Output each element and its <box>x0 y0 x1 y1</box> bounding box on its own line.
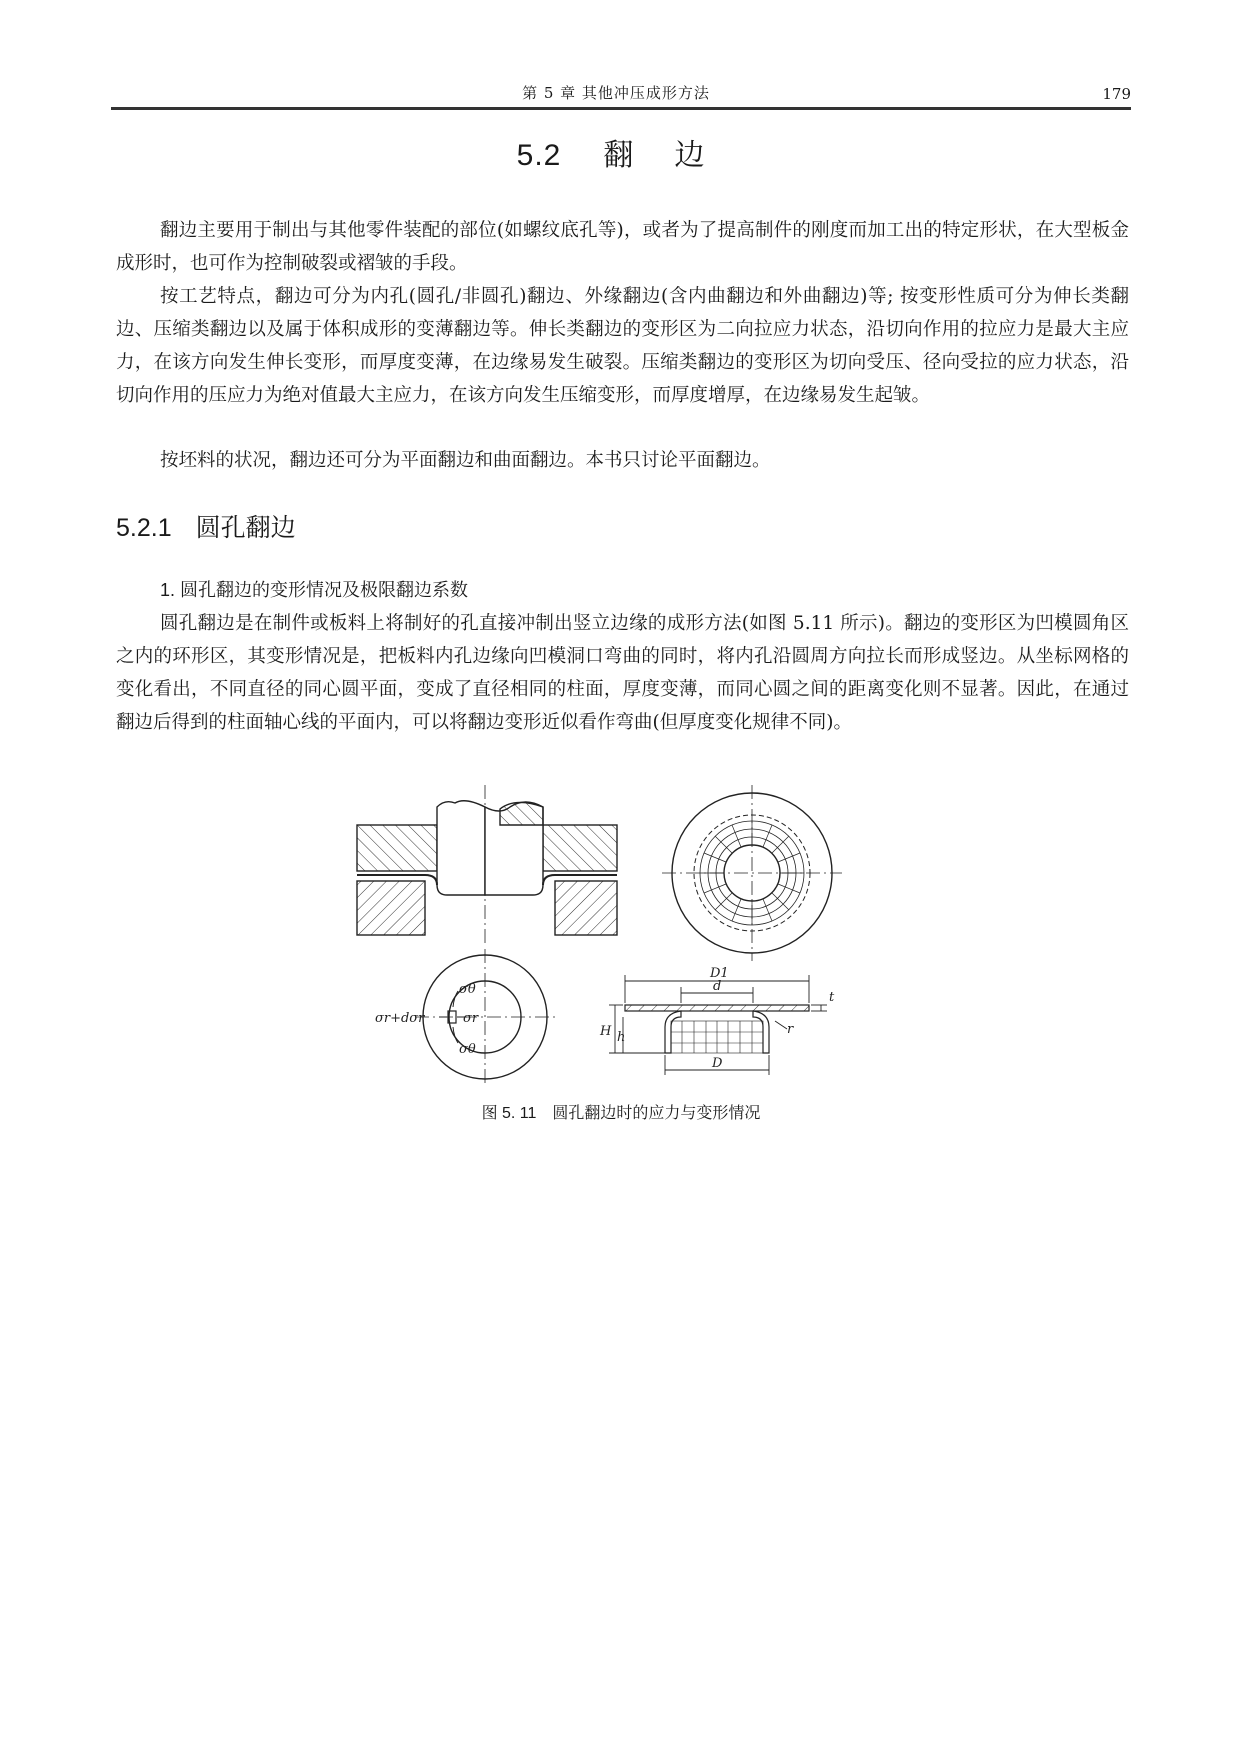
label-D1: D1 <box>710 966 729 981</box>
label-h: h <box>617 1030 626 1045</box>
label-sigma-r-plus: σr+dσr <box>375 1011 425 1026</box>
stress-element-view <box>415 949 555 1085</box>
page-number: 179 <box>1102 85 1131 103</box>
ring-grid-view <box>662 785 842 961</box>
label-D: D <box>712 1056 723 1071</box>
subsection-number: 5.2.1 <box>116 514 172 542</box>
subsection-title <box>116 508 296 544</box>
label-d: d <box>713 979 722 994</box>
header-rule <box>111 107 1131 110</box>
subsection-title-text: 圆孔翻边 <box>195 514 296 542</box>
subsubsection-title: 1. 圆孔翻边的变形情况及极限翻边系数 <box>160 580 469 600</box>
running-header <box>111 82 1131 108</box>
label-sigma-r: σr <box>463 1011 479 1026</box>
stress-labels <box>375 982 479 1057</box>
dimension-labels <box>599 966 835 1071</box>
paragraph-hole-flanging: 圆孔翻边是在制件或板料上将制好的孔直接冲制出竖立边缘的成形方法(如图 5.11 所示)。翻边的变形区为凹模圆角区之内的环形区，其变形情况是，把板料内孔边缘向凹模洞口弯曲的同时，将内孔沿圆周方向拉长而形成竖边。从坐标网格的变化看出，不同直径的同心圆平面，变成了直径相同的柱面，厚度变薄，而同心圆之间的距离变化则不显著。因此，在通过翻边后得到的柱面轴心线的平面内，可以将翻边变形近似看作弯曲(但厚度变化规律不同)。 <box>116 613 1129 733</box>
section-title <box>111 130 1131 174</box>
paragraph-intro: 翻边主要用于制出与其他零件装配的部位(如螺纹底孔等)，或者为了提高制件的刚度而加工出的特定形状，在大型板金成形时，也可作为控制破裂或褶皱的手段。 <box>116 220 1129 274</box>
section-title-char-1: 翻 <box>603 139 635 172</box>
label-sigma-theta-bottom: σθ <box>459 1042 476 1057</box>
label-t: t <box>829 990 835 1005</box>
punch-die-section <box>357 785 617 945</box>
figure-caption-number: 图 5. 11 <box>481 1105 537 1122</box>
figure-caption-text: 圆孔翻边时的应力与变形情况 <box>552 1105 761 1122</box>
figure-caption <box>111 1100 1131 1123</box>
label-r: r <box>787 1022 794 1037</box>
label-H: H <box>600 1024 612 1039</box>
figure-hole-flanging <box>355 785 915 1085</box>
paragraph-blank-state: 按坯料的状况，翻边还可分为平面翻边和曲面翻边。本书只讨论平面翻边。 <box>160 450 771 471</box>
label-sigma-theta-top: σθ <box>459 982 476 997</box>
paragraph-classification: 按工艺特点，翻边可分为内孔(圆孔/非圆孔)翻边、外缘翻边(含内曲翻边和外曲翻边)等; 按变形性质可分为伸长类翻边、压缩类翻边以及属于体积成形的变薄翻边等。伸长类翻边的变形区为二向拉应力状态，沿切向作用的拉应力是最大主应力，在该方向发生伸长变形，而厚度变薄，在边缘易发生破裂。压缩类翻边的变形区为切向受压、径向受拉的应力状态，沿切向作用的压应力为绝对值最大主应力，在该方向发生压缩变形，而厚度增厚，在边缘易发生起皱。 <box>116 286 1129 406</box>
running-title: 第 5 章 其他冲压成形方法 <box>522 84 710 102</box>
section-title-char-2: 边 <box>674 139 706 172</box>
section-number: 5.2 <box>516 139 562 172</box>
